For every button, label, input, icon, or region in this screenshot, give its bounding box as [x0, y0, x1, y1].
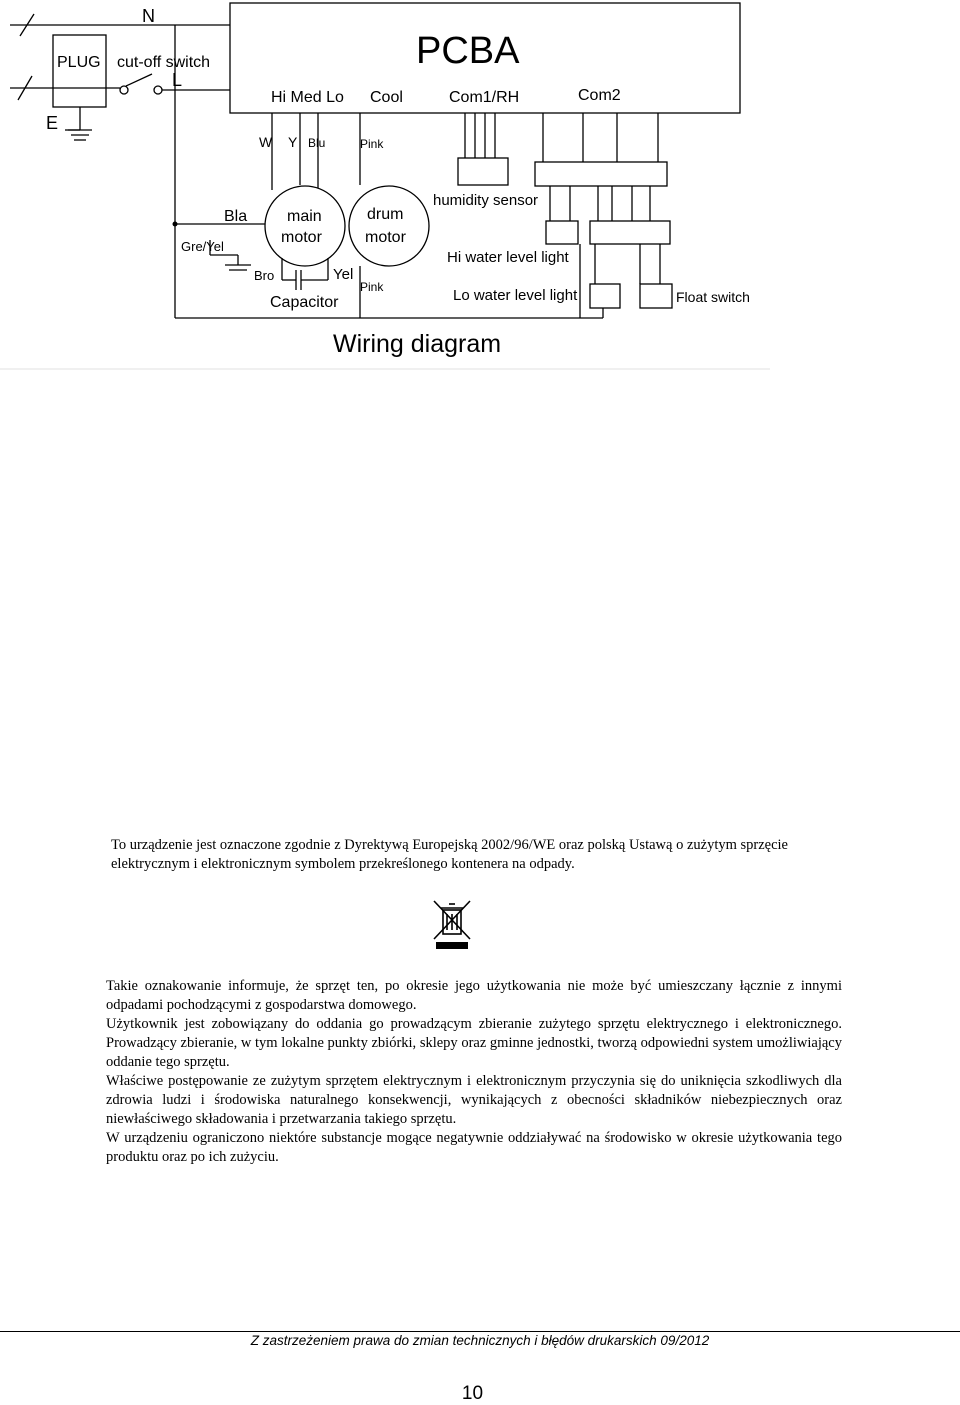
label-com1-rh: Com1/RH	[449, 89, 520, 106]
main-motor-symbol	[265, 186, 345, 266]
weee-intro: To urządzenie jest oznaczone zgodnie z Dyrektywą Europejską 2002/96/WE oraz polską Ustawą o zużytym sprzęcie elektrycznym i elektronicznym symbolem przekreślonego kontenera na odpady.	[111, 837, 788, 872]
humidity-sensor-connector	[458, 158, 508, 185]
label-w: W	[259, 134, 273, 150]
float-switch-box	[640, 284, 672, 308]
label-main: main	[287, 208, 322, 225]
weee-paragraph: W urządzeniu ograniczono niektóre substancje mogące negatywnie oddziaływać na środowisko w okresie użytkowania tego produktu oraz po ich zużyciu.	[106, 1130, 842, 1165]
wiring-diagram-svg	[0, 0, 770, 372]
label-gre-yel: Gre/Yel	[181, 239, 224, 254]
wiring-diagram	[0, 0, 770, 372]
label-plug: PLUG	[57, 54, 101, 71]
label-l: L	[172, 70, 183, 90]
lo-water-light-connector	[590, 284, 620, 308]
crossed-bin-icon	[431, 898, 473, 950]
footer-divider	[0, 1331, 960, 1332]
label-y: Y	[288, 134, 298, 150]
label-lo-water-light: Lo water level light	[453, 287, 578, 304]
label-drum-motor: motor	[365, 229, 406, 246]
weee-paragraph: Użytkownik jest zobowiązany do oddania go prowadzącym zbieranie zużytego sprzętu elektrycznego i elektronicznego. Prowadzący zbieranie, w tym lokalne punkty zbiórki, sklepy oraz gminne jednostki, tworzą odpowiedni system umożliwiający oddanie tego sprzętu.	[106, 1016, 842, 1070]
float-switch-connector	[590, 221, 670, 244]
label-e: E	[46, 113, 59, 133]
label-drum: drum	[367, 206, 404, 223]
plug-box	[53, 35, 106, 107]
label-bro: Bro	[254, 268, 275, 283]
label-capacitor: Capacitor	[270, 294, 339, 311]
label-main-motor: motor	[281, 229, 322, 246]
page-number: 10	[461, 1383, 484, 1404]
label-humidity-sensor: humidity sensor	[433, 192, 539, 209]
drum-motor-symbol	[349, 186, 429, 266]
label-yel: Yel	[333, 266, 354, 283]
label-hi-med-lo: Hi Med Lo	[271, 89, 344, 106]
footer-disclaimer: Z zastrzeżeniem prawa do zmian technicznych i błędów drukarskich 09/2012	[250, 1333, 710, 1348]
label-blu: Blu	[308, 136, 326, 150]
label-com2: Com2	[578, 87, 621, 104]
com2-connector	[535, 162, 667, 186]
weee-body	[106, 977, 842, 1167]
weee-paragraph: Właściwe postępowanie ze zużytym sprzętem elektrycznym i elektronicznym przyczynia się do uniknięcia szkodliwych dla zdrowia ludzi i środowiska naturalnego konsekwencji, wynikających z obecności składników niebezpiecznych oraz niewłaściwego składowania i przetwarzania takiego sprzętu.	[106, 1073, 842, 1127]
label-float-switch: Float switch	[676, 289, 750, 305]
label-n: N	[142, 6, 155, 26]
label-pink-bottom: Pink	[360, 280, 384, 294]
label-pink-top: Pink	[360, 137, 384, 151]
label-cutoff-switch: cut-off switch	[117, 54, 211, 71]
weee-paragraph: Takie oznakowanie informuje, że sprzęt ten, po okresie jego użytkowania nie może być umieszczany łącznie z innymi odpadami pochodzącymi z gospodarstwa domowego.	[106, 978, 842, 1013]
label-cool: Cool	[370, 89, 403, 106]
label-bla: Bla	[224, 208, 248, 225]
label-hi-water-light: Hi water level light	[447, 249, 569, 266]
diagram-caption: Wiring diagram	[333, 330, 502, 358]
hi-water-light-connector	[546, 221, 578, 244]
pcba-title: PCBA	[416, 30, 520, 72]
